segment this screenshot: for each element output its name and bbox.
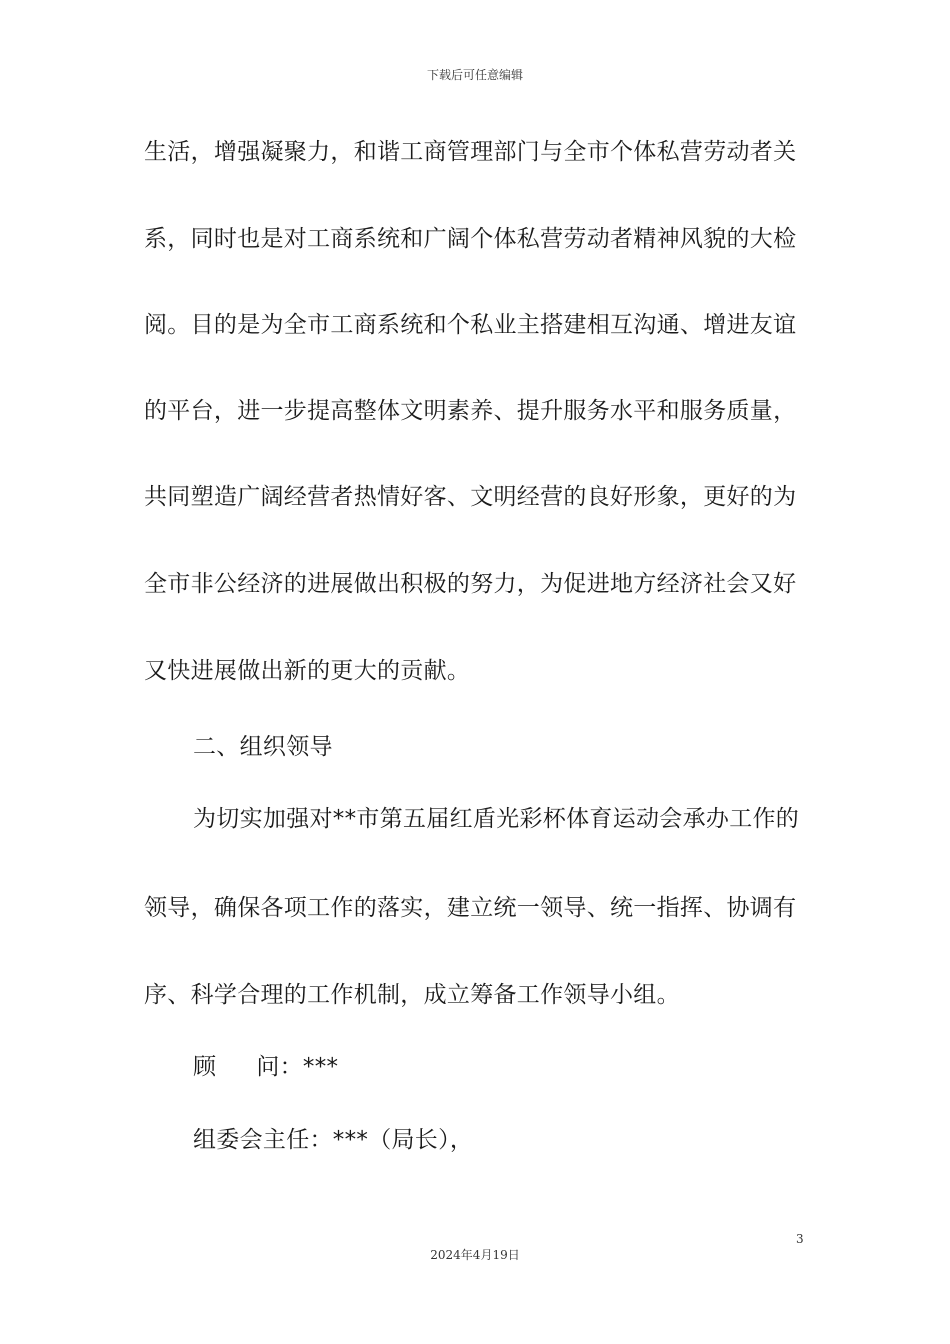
advisor-label-first: 顾 (193, 1054, 217, 1080)
body-line: 生活，增强凝聚力，和谐工商管理部门与全市个体私营劳动者关 (144, 139, 797, 165)
body-line: 领导，确保各项工作的落实，建立统一领导、统一指挥、协调有 (144, 895, 797, 921)
committee-chair-line: 组委会主任：***（局长）， (193, 1127, 474, 1153)
page-header: 下载后可任意编辑 (426, 68, 523, 82)
body-line: 全市非公经济的进展做出积极的努力，为促进地方经济社会又好 (144, 571, 797, 597)
body-line: 为切实加强对**市第五届红盾光彩杯体育运动会承办工作的 (193, 806, 800, 832)
body-line: 的平台，进一步提高整体文明素养、提升服务水平和服务质量， (144, 398, 797, 424)
body-line: 序、科学合理的工作机制，成立筹备工作领导小组。 (144, 982, 680, 1008)
advisor-line (193, 1052, 858, 1082)
body-line: 系，同时也是对工商系统和广阔个体私营劳动者精神风貌的大检 (144, 226, 797, 252)
page-footer-date: 2024年4月19日 (430, 1248, 520, 1262)
body-line: 又快进展做出新的更大的贡献。 (144, 658, 471, 684)
body-line: 阅。目的是为全市工商系统和个私业主搭建相互沟通、增进友谊 (144, 312, 797, 338)
advisor-label-second: 问：*** (256, 1054, 339, 1080)
section-heading: 二、组织领导 (193, 734, 333, 760)
body-line: 共同塑造广阔经营者热情好客、文明经营的良好形象，更好的为 (144, 484, 797, 510)
page-number: 3 (796, 1232, 804, 1246)
